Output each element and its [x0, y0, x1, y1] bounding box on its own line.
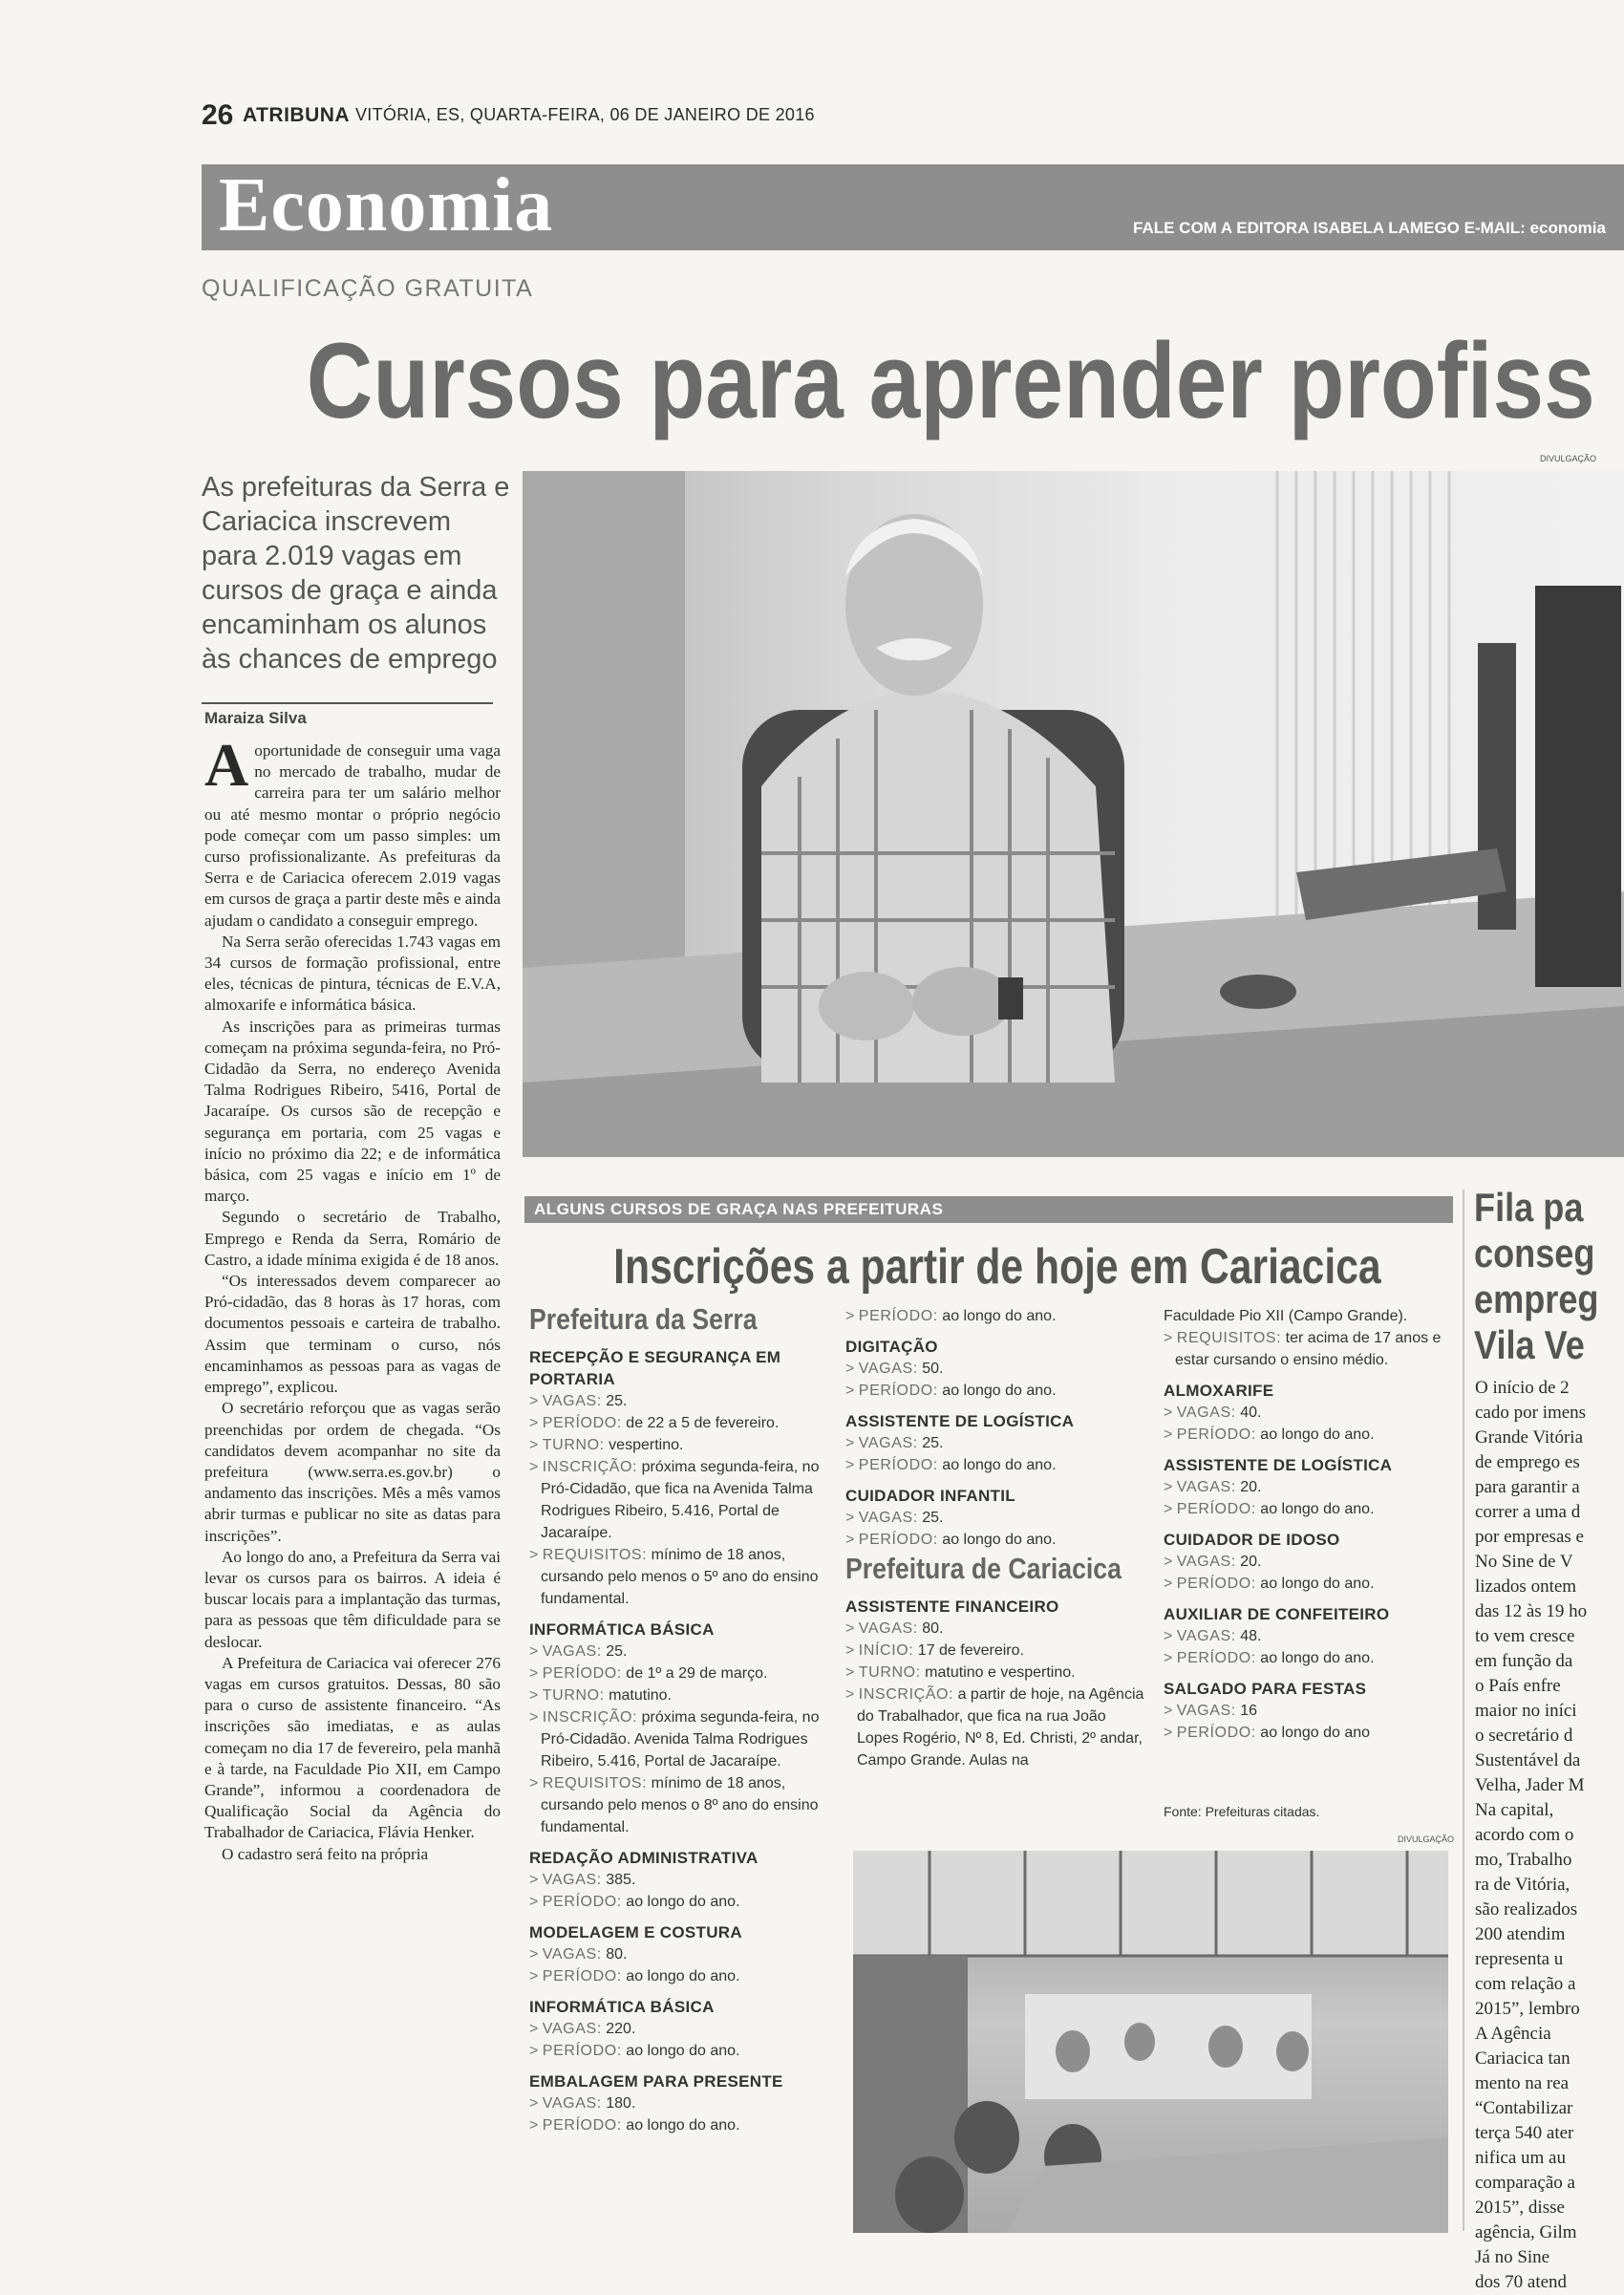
course-detail — [845, 1662, 1151, 1684]
detail-value: de 22 a 5 de fevereiro. — [621, 1415, 780, 1431]
bullet-arrow-icon: > — [845, 1435, 859, 1451]
detail-key: VAGAS: — [542, 1946, 602, 1963]
sidebar-line: Cariacica tan — [1475, 2048, 1571, 2069]
classroom-photo-image — [853, 1851, 1448, 2233]
main-photo — [523, 471, 1624, 1157]
detail-value: ao longo do ano. — [621, 1968, 740, 1984]
bullet-arrow-icon: > — [845, 1361, 859, 1377]
sidebar-line: para garantir a — [1475, 1477, 1580, 1497]
detail-key: PERÍODO: — [858, 1532, 938, 1548]
box-source: Fonte: Prefeituras citadas. — [1164, 1804, 1320, 1819]
detail-key: VAGAS: — [1176, 1628, 1236, 1644]
detail-key: VAGAS: — [542, 2095, 602, 2112]
sidebar-line: A Agência — [1475, 2024, 1551, 2044]
course-detail — [529, 1943, 835, 1965]
course-detail — [1164, 1476, 1450, 1498]
course-detail — [1164, 1402, 1450, 1424]
sidebar-line: cado por imens — [1475, 1403, 1587, 1423]
detail-value: 25. — [601, 1393, 628, 1409]
article-body — [204, 731, 501, 1865]
course-detail — [529, 2018, 835, 2040]
course-detail — [529, 1772, 835, 1838]
course-detail — [845, 1380, 1151, 1402]
bullet-arrow-icon: > — [1164, 1576, 1177, 1592]
bullet-arrow-icon: > — [529, 1968, 543, 1984]
bullet-arrow-icon: > — [845, 1620, 859, 1637]
dateline: VITÓRIA, ES, QUARTA-FEIRA, 06 DE JANEIRO DE 2016 — [355, 105, 815, 124]
sidebar-line: 2015”, lembro — [1475, 1999, 1580, 2019]
bullet-arrow-icon: > — [529, 1775, 543, 1791]
detail-key: VAGAS: — [858, 1361, 918, 1377]
bullet-arrow-icon: > — [1164, 1479, 1177, 1495]
course-name: DIGITAÇÃO — [845, 1338, 938, 1356]
course-name: ALMOXARIFE — [1164, 1382, 1274, 1400]
bullet-arrow-icon: > — [845, 1510, 859, 1526]
detail-value: próxima segunda-feira, no Pró-Cidadão. Avenida Talma Rodrigues Ribeiro, 5.416, Portal de Jacaraípe. — [541, 1709, 820, 1770]
sidebar-line: maior no iníci — [1475, 1701, 1577, 1721]
sidebar-headline-line: empreg — [1474, 1276, 1599, 1321]
detail-key: VAGAS: — [858, 1435, 918, 1451]
detail-value: 25. — [917, 1510, 944, 1526]
detail-value: ao longo do ano. — [1255, 1426, 1375, 1443]
course-detail — [845, 1529, 1151, 1551]
course-name: SALGADO PARA FESTAS — [1164, 1680, 1367, 1698]
detail-value: 385. — [601, 1872, 636, 1888]
detail-key: VAGAS: — [858, 1510, 918, 1526]
bullet-arrow-icon: > — [1164, 1501, 1177, 1517]
sidebar-line: são realizados — [1475, 1899, 1578, 1920]
detail-key: VAGAS: — [542, 1872, 602, 1888]
course-name: REDAÇÃO ADMINISTRATIVA — [529, 1849, 759, 1867]
sidebar-headline-line: Vila Ve — [1474, 1322, 1585, 1367]
page-number: 26 — [202, 99, 234, 131]
detail-value: 80. — [917, 1620, 944, 1637]
detail-key: PERÍODO: — [542, 2117, 622, 2134]
sidebar-line: Sustentável da — [1475, 1750, 1581, 1770]
detail-key: INSCRIÇÃO: — [858, 1686, 954, 1703]
detail-value: 180. — [601, 2095, 636, 2112]
detail-key: PERÍODO: — [1176, 1725, 1256, 1741]
detail-value: mínimo de 18 anos, cursando pelo menos o 8º ano do ensino fundamental. — [541, 1775, 819, 1835]
bullet-arrow-icon: > — [529, 1393, 543, 1409]
bullet-arrow-icon: > — [1164, 1628, 1177, 1644]
box-column-3 — [1164, 1305, 1450, 1744]
detail-value: mínimo de 18 anos, cursando pelo menos o 5º ano do ensino fundamental. — [541, 1547, 819, 1607]
sidebar-line: Velha, Jader M — [1475, 1775, 1585, 1795]
detail-key: REQUISITOS: — [542, 1775, 648, 1791]
sidebar-line: “Contabilizar — [1475, 2098, 1573, 2118]
box-title: Inscrições a partir de hoje em Cariacica — [613, 1239, 1381, 1295]
course-detail — [845, 1454, 1151, 1476]
course-detail — [845, 1640, 1151, 1662]
course-detail — [529, 1684, 835, 1706]
bullet-arrow-icon: > — [845, 1457, 859, 1473]
article-paragraph: O cadastro será feito na própria — [222, 1844, 429, 1863]
bullet-arrow-icon: > — [529, 1665, 543, 1682]
bullet-arrow-icon: > — [529, 2095, 543, 2112]
bullet-arrow-icon: > — [529, 1643, 543, 1660]
detail-key: PERÍODO: — [542, 1968, 622, 1984]
byline-rule — [202, 702, 493, 704]
bullet-arrow-icon: > — [529, 2043, 543, 2059]
detail-key: VAGAS: — [1176, 1703, 1236, 1719]
article-paragraph: “Os interessados devem comparecer ao Pró-cidadão, das 8 horas às 17 horas, com documentos pessoais e carteira de trabalho. Assim que terminam o curso, nós encaminhamos as pessoas para as vagas de emprego”, explicou. — [204, 1272, 501, 1397]
course-detail — [845, 1358, 1151, 1380]
sidebar-line: representa u — [1475, 1949, 1564, 1969]
detail-key: REQUISITOS: — [1176, 1330, 1282, 1346]
course-detail: Faculdade Pio XII (Campo Grande). — [1164, 1308, 1408, 1324]
detail-key: PERÍODO: — [858, 1308, 938, 1324]
bullet-arrow-icon: > — [529, 1415, 543, 1431]
sidebar-body — [1475, 1376, 1624, 2295]
sidebar-line: O início de 2 — [1475, 1378, 1570, 1398]
newspaper-name: ATRIBUNA — [243, 104, 351, 126]
course-name: MODELAGEM E COSTURA — [529, 1923, 742, 1941]
sidebar-line: de emprego es — [1475, 1452, 1580, 1472]
byline: Maraiza Silva — [204, 709, 307, 727]
bullet-arrow-icon: > — [1164, 1703, 1177, 1719]
course-name: CUIDADOR INFANTIL — [845, 1487, 1015, 1505]
sidebar-headline-line: Fila pa — [1474, 1185, 1584, 1230]
detail-key: PERÍODO: — [1176, 1650, 1256, 1666]
classroom-photo — [853, 1851, 1448, 2233]
bullet-arrow-icon: > — [845, 1532, 859, 1548]
bullet-arrow-icon: > — [529, 1547, 543, 1563]
sidebar-line: 2015”, disse — [1475, 2198, 1565, 2218]
detail-key: PERÍODO: — [542, 1894, 622, 1910]
sidebar-line: mo, Trabalho — [1475, 1850, 1572, 1870]
bullet-arrow-icon: > — [529, 1946, 543, 1963]
bullet-arrow-icon: > — [529, 2021, 543, 2037]
detail-value: ao longo do ano — [1255, 1725, 1371, 1741]
bullet-arrow-icon: > — [1164, 1405, 1177, 1421]
detail-value: próxima segunda-feira, no Pró-Cidadão, que fica na Avenida Talma Rodrigues Ribeiro, 5.416, Portal de Jacaraípe. — [541, 1459, 820, 1541]
bullet-arrow-icon: > — [845, 1308, 859, 1324]
detail-value: 48. — [1235, 1628, 1262, 1644]
course-detail — [529, 1662, 835, 1684]
sidebar-line: 200 atendim — [1475, 1924, 1566, 1944]
sidebar-line: Na capital, — [1475, 1800, 1554, 1820]
sidebar-line: agência, Gilm — [1475, 2222, 1577, 2242]
sidebar-line: em função da — [1475, 1651, 1573, 1671]
detail-key: TURNO: — [542, 1437, 605, 1453]
sidebar-headline-line: conseg — [1474, 1231, 1595, 1276]
detail-key: PERÍODO: — [1176, 1501, 1256, 1517]
course-detail — [529, 1544, 835, 1610]
course-detail — [529, 1891, 835, 1913]
course-detail — [1164, 1625, 1450, 1647]
detail-value: 50. — [917, 1361, 944, 1377]
bullet-arrow-icon: > — [845, 1686, 859, 1703]
detail-value: ter acima de 17 anos e estar cursando o ensino médio. — [1175, 1330, 1442, 1368]
course-detail — [529, 2114, 835, 2136]
detail-key: PERÍODO: — [858, 1383, 938, 1399]
sidebar-line: to vem cresce — [1475, 1626, 1575, 1646]
detail-value: 17 de fevereiro. — [913, 1642, 1024, 1659]
article-lede: As prefeituras da Serra e Cariacica inscrevem para 2.019 vagas em cursos de graça e ainda encaminham os alunos às chances de emprego — [202, 472, 510, 675]
sidebar-line: dos 70 atend — [1475, 2272, 1568, 2292]
course-name: EMBALAGEM PARA PRESENTE — [529, 2072, 783, 2091]
course-detail — [529, 1456, 835, 1544]
sidebar-line: o secretário d — [1475, 1726, 1573, 1746]
sidebar-line: Grande Vitória — [1475, 1427, 1583, 1448]
course-name: ASSISTENTE FINANCEIRO — [845, 1598, 1059, 1616]
sidebar-line: correr a uma d — [1475, 1502, 1581, 1522]
detail-key: PERÍODO: — [1176, 1426, 1256, 1443]
detail-key: VAGAS: — [1176, 1479, 1236, 1495]
detail-value: de 1º a 29 de março. — [621, 1665, 768, 1682]
course-detail — [1164, 1498, 1450, 1520]
bullet-arrow-icon: > — [1164, 1330, 1177, 1346]
sidebar-line: o País enfre — [1475, 1676, 1561, 1696]
sidebar-line: acordo com o — [1475, 1825, 1574, 1845]
course-name: INFORMÁTICA BÁSICA — [529, 1998, 715, 2016]
detail-key: PERÍODO: — [542, 1415, 622, 1431]
course-detail — [1164, 1573, 1450, 1595]
sidebar-line: terça 540 ater — [1475, 2123, 1574, 2143]
detail-value: vespertino. — [604, 1437, 684, 1453]
bullet-arrow-icon: > — [529, 1459, 543, 1475]
bullet-arrow-icon: > — [1164, 1725, 1177, 1741]
course-detail — [529, 1412, 835, 1434]
detail-value: 16 — [1235, 1703, 1258, 1719]
article-paragraph: Ao longo do ano, a Prefeitura da Serra vai levar os cursos para os bairros. A ideia é buscar locais para a implantação das turmas, para as pessoas que têm dificuldade para se deslocar. — [204, 1547, 501, 1651]
article-paragraph: Segundo o secretário de Trabalho, Emprego e Renda da Serra, Romário de Castro, a idade mínima exigida é de 18 anos. — [204, 1208, 501, 1269]
detail-key: VAGAS: — [542, 1393, 602, 1409]
detail-value: matutino e vespertino. — [920, 1664, 1076, 1681]
detail-key: TURNO: — [858, 1664, 921, 1681]
detail-key: INSCRIÇÃO: — [542, 1709, 638, 1726]
editor-contact: FALE COM A EDITORA ISABELA LAMEGO E-MAIL: economia — [1133, 219, 1606, 237]
section-title: Economia — [219, 164, 554, 247]
course-detail — [1164, 1551, 1450, 1573]
box-column-1 — [529, 1301, 835, 2136]
man-at-desk-photo — [523, 471, 1624, 1157]
bullet-arrow-icon: > — [529, 2117, 543, 2134]
course-name: RECEPÇÃO E SEGURANÇA EM PORTARIA — [529, 1348, 781, 1388]
bullet-arrow-icon: > — [1164, 1554, 1177, 1570]
sidebar-line: lizados ontem — [1475, 1576, 1577, 1597]
detail-value: 220. — [601, 2021, 636, 2037]
article-paragraph: Aoportunidade de conseguir uma vaga no mercado de trabalho, mudar de carreira para ter um salário melhor ou até mesmo montar o próprio negócio pode começar com um passo simples: um curso profissionalizante. As prefeituras da Serra e de Cariacica oferecem 2.019 vagas em cursos de graça a partir deste mês e ainda ajudam o candidato a conseguir emprego. — [204, 731, 501, 930]
detail-value: ao longo do ano. — [621, 2117, 740, 2134]
course-detail — [529, 2040, 835, 2062]
course-name: CUIDADOR DE IDOSO — [1164, 1531, 1340, 1549]
section-band — [202, 164, 1624, 250]
detail-key: VAGAS: — [1176, 1405, 1236, 1421]
course-name: INFORMÁTICA BÁSICA — [529, 1620, 715, 1639]
photo-credit: DIVULGAÇÃO — [1540, 454, 1597, 463]
detail-value: ao longo do ano. — [621, 2043, 740, 2059]
bullet-arrow-icon: > — [1164, 1650, 1177, 1666]
course-detail — [529, 1434, 835, 1456]
bullet-arrow-icon: > — [529, 1709, 543, 1726]
sidebar-line: das 12 às 19 ho — [1475, 1601, 1588, 1621]
box-label-bar — [524, 1196, 1453, 1223]
detail-value: matutino. — [604, 1687, 672, 1704]
bullet-arrow-icon: > — [845, 1642, 859, 1659]
sidebar-line: nifica um au — [1475, 2148, 1566, 2168]
bullet-arrow-icon: > — [529, 1872, 543, 1888]
course-detail — [1164, 1722, 1450, 1744]
column-rule — [1463, 1190, 1464, 2231]
sidebar-line: comparação a — [1475, 2173, 1575, 2193]
sidebar-line: Já no Sine — [1475, 2247, 1550, 2267]
box-label: ALGUNS CURSOS DE GRAÇA NAS PREFEITURAS — [534, 1200, 944, 1218]
course-name: ASSISTENTE DE LOGÍSTICA — [1164, 1456, 1393, 1474]
detail-key: PERÍODO: — [542, 2043, 622, 2059]
detail-key: PERÍODO: — [1176, 1576, 1256, 1592]
course-detail — [529, 1390, 835, 1412]
detail-value: ao longo do ano. — [1255, 1650, 1375, 1666]
course-detail — [1164, 1327, 1450, 1371]
detail-value: ao longo do ano. — [1255, 1576, 1375, 1592]
bullet-arrow-icon: > — [529, 1437, 543, 1453]
box-column-2 — [845, 1305, 1151, 1771]
detail-value: ao longo do ano. — [937, 1532, 1057, 1548]
article-paragraph: O secretário reforçou que as vagas serão preenchidas por ordem de chegada. “Os candidatos devem acompanhar no site da prefeitura (www.serra.es.gov.br) o andamento das inscrições. Mês a mês vamos abrir turmas e publicar no site as datas para inscrições”. — [204, 1399, 501, 1545]
course-detail — [845, 1507, 1151, 1529]
sidebar-headline — [1474, 1185, 1606, 1368]
detail-value: a partir de hoje, na Agência do Trabalhador, que fica na rua João Lopes Rogério, Nº 8, Ed. Christi, 2º andar, Campo Grande. Aulas na — [857, 1686, 1144, 1769]
course-detail — [1164, 1647, 1450, 1669]
course-name: ASSISTENTE DE LOGÍSTICA — [845, 1412, 1075, 1430]
course-detail — [1164, 1424, 1450, 1446]
article-paragraph: As inscrições para as primeiras turmas começam na próxima segunda-feira, no Pró-Cidadão da Serra, no endereço Avenida Talma Rodrigues Ribeiro, 5416, Portal de Jacaraípe. Os cursos são de recepção e segurança em portaria, com 25 vagas e início no próximo dia 22; e de informática básica, com 25 vagas e início em 1º de março. — [204, 1017, 501, 1206]
detail-key: TURNO: — [542, 1687, 605, 1704]
article-paragraph: A Prefeitura de Cariacica vai oferecer 276 vagas em cursos gratuitos. Dessas, 80 são para o curso de assistente financeiro. “As inscrições são imediatas, e as aulas começam no dia 17 de fevereiro, pela manhã e à tarde, na Faculdade Pio XII, em Campo Grande”, informou a coordenadora de Qualificação Social da Agência do Trabalhador de Cariacica, Flávia Henker. — [204, 1653, 501, 1842]
course-detail — [529, 2092, 835, 2114]
sidebar-line: com relação a — [1475, 1974, 1576, 1994]
detail-value: ao longo do ano. — [937, 1383, 1057, 1399]
detail-key: INÍCIO: — [858, 1642, 914, 1659]
detail-key: VAGAS: — [1176, 1554, 1236, 1570]
detail-value: 25. — [917, 1435, 944, 1451]
bullet-arrow-icon: > — [1164, 1426, 1177, 1443]
detail-value: 25. — [601, 1643, 628, 1660]
sidebar-line: por empresas e — [1475, 1527, 1584, 1547]
bullet-arrow-icon: > — [845, 1664, 859, 1681]
sidebar-line: ra de Vitória, — [1475, 1875, 1571, 1895]
box-subheading: Prefeitura da Serra — [529, 1302, 758, 1336]
bullet-arrow-icon: > — [845, 1383, 859, 1399]
detail-value: ao longo do ano. — [621, 1894, 740, 1910]
detail-value: 20. — [1235, 1479, 1262, 1495]
detail-value: 80. — [601, 1946, 628, 1963]
detail-key: INSCRIÇÃO: — [542, 1459, 638, 1475]
course-name: AUXILIAR DE CONFEITEIRO — [1164, 1605, 1390, 1623]
article-headline: Cursos para aprender profiss — [306, 321, 1595, 440]
article-kicker: QUALIFICAÇÃO GRATUITA — [202, 275, 534, 302]
course-detail — [529, 1641, 835, 1662]
box-subheading: Prefeitura de Cariacica — [845, 1552, 1122, 1585]
course-detail — [845, 1432, 1151, 1454]
course-detail — [845, 1618, 1151, 1640]
sidebar-line: No Sine de V — [1475, 1552, 1573, 1572]
course-detail — [845, 1305, 1151, 1327]
detail-key: VAGAS: — [542, 1643, 602, 1660]
course-detail — [1164, 1700, 1450, 1722]
detail-value: 40. — [1235, 1405, 1262, 1421]
course-detail — [529, 1965, 835, 1987]
detail-key: REQUISITOS: — [542, 1547, 648, 1563]
course-detail — [529, 1869, 835, 1891]
detail-key: VAGAS: — [858, 1620, 918, 1637]
detail-value: ao longo do ano. — [937, 1457, 1057, 1473]
detail-key: PERÍODO: — [542, 1665, 622, 1682]
course-detail — [845, 1684, 1151, 1771]
detail-key: PERÍODO: — [858, 1457, 938, 1473]
article-paragraph: Na Serra serão oferecidas 1.743 vagas em 34 cursos de formação profissional, entre eles, técnicas de pintura, técnicas de E.V.A, almoxarife e informática básica. — [204, 932, 501, 1015]
bullet-arrow-icon: > — [529, 1687, 543, 1704]
detail-value: ao longo do ano. — [1255, 1501, 1375, 1517]
detail-key: VAGAS: — [542, 2021, 602, 2037]
bullet-arrow-icon: > — [529, 1894, 543, 1910]
photo-credit-2: DIVULGAÇÃO — [1398, 1834, 1455, 1844]
course-detail — [529, 1706, 835, 1772]
detail-value: ao longo do ano. — [937, 1308, 1057, 1324]
sidebar-line: mento na rea — [1475, 2073, 1570, 2093]
detail-value: 20. — [1235, 1554, 1262, 1570]
